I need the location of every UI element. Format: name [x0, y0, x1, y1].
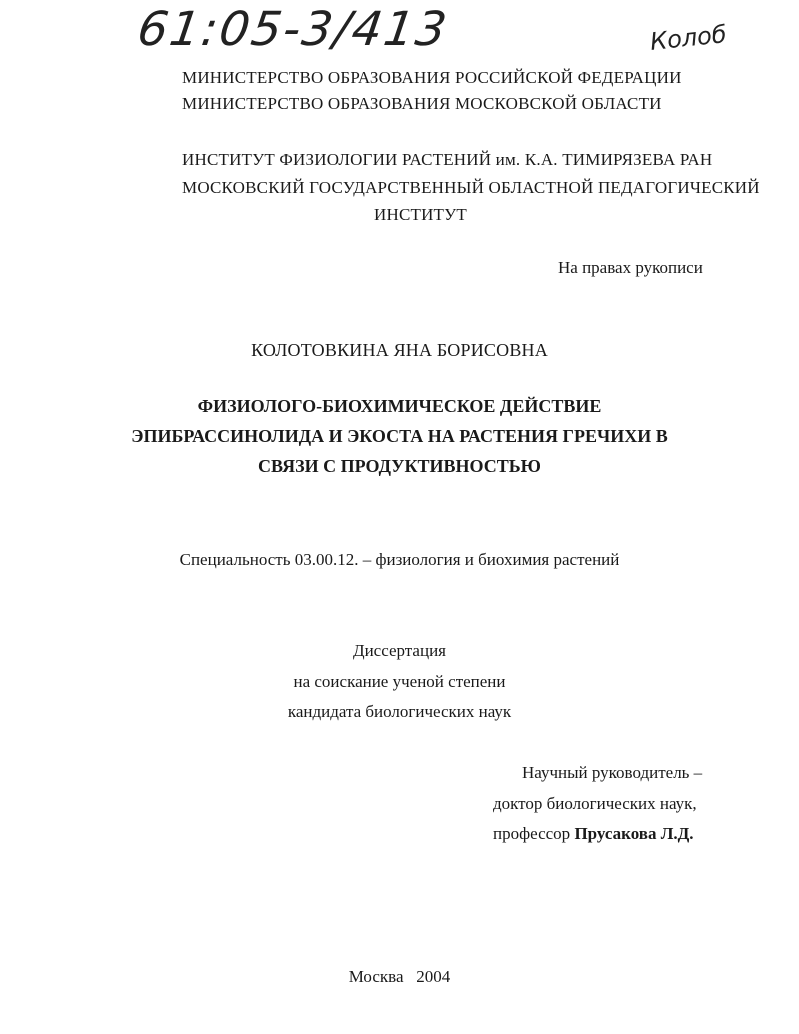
manuscript-rights-note: На правах рукописи [558, 258, 703, 277]
degree-name: кандидата биологических наук [287, 702, 512, 721]
supervisor-rank: профессор [493, 824, 575, 843]
city: Москва [348, 967, 404, 986]
institute-moscow-pedagogical: МОСКОВСКИЙ ГОСУДАРСТВЕННЫЙ ОБЛАСТНОЙ ПЕДАГОГИЧЕСКИЙ [182, 178, 760, 197]
institute-word: ИНСТИТУТ [374, 205, 467, 224]
author-name: КОЛОТОВКИНА ЯНА БОРИСОВНА [251, 340, 548, 360]
dissertation-type: Диссертация [352, 641, 446, 660]
specialty: Специальность 03.00.12. – физиология и биохимия растений [179, 550, 620, 569]
dissertation-title-line-3: СВЯЗИ С ПРОДУКТИВНОСТЬЮ [258, 456, 541, 476]
place-and-year [0, 967, 799, 987]
institute-plant-physiology: ИНСТИТУТ ФИЗИОЛОГИИ РАСТЕНИЙ им. К.А. ТИМИРЯЗЕВА РАН [182, 150, 713, 169]
dissertation-title-line-1: ФИЗИОЛОГО-БИОХИМИЧЕСКОЕ ДЕЙСТВИЕ [197, 396, 602, 416]
supervisor-label: Научный руководитель – [522, 763, 703, 782]
ministry-regional: МИНИСТЕРСТВО ОБРАЗОВАНИЯ МОСКОВСКОЙ ОБЛАСТИ [182, 94, 662, 113]
handwritten-signature: Колоб [648, 20, 728, 56]
degree-purpose: на соискание ученой степени [293, 672, 506, 691]
archive-number-handwritten: 61:05-3/413 [134, 2, 452, 57]
ministry-federal: МИНИСТЕРСТВО ОБРАЗОВАНИЯ РОССИЙСКОЙ ФЕДЕРАЦИИ [182, 68, 682, 87]
supervisor-title [493, 824, 694, 844]
dissertation-title-line-2: ЭПИБРАССИНОЛИДА И ЭКОСТА НА РАСТЕНИЯ ГРЕЧИХИ В [131, 426, 668, 446]
supervisor-name: Прусакова Л.Д. [574, 824, 694, 843]
supervisor-degree: доктор биологических наук, [493, 794, 697, 813]
year: 2004 [416, 967, 451, 986]
